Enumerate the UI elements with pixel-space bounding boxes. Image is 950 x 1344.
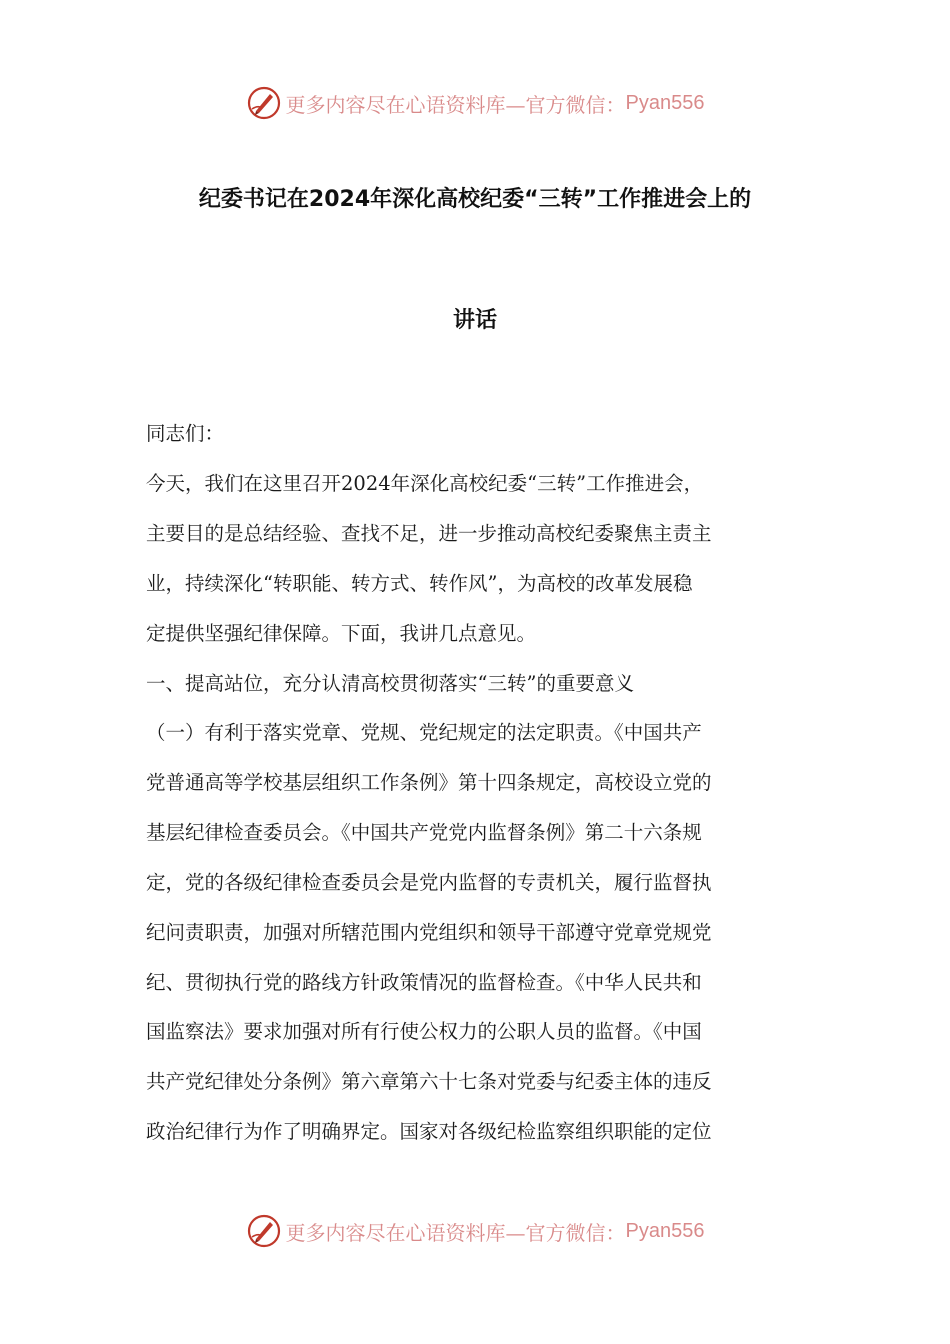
body-line: 主要目的是总结经验、查找不足，进一步推动高校纪委聚焦主责主: [146, 522, 712, 545]
banner-text: 更多内容尽在心语资料库—官方微信：: [285, 1220, 626, 1245]
banner-wechat-id: Pyan556: [625, 91, 705, 114]
body-line: 基层纪律检查委员会。《中国共产党党内监督条例》第二十六条规: [146, 821, 702, 844]
footer-banner: [0, 1208, 950, 1254]
body-line: 国监察法》要求加强对所有行使公权力的公职人员的监督。《中国: [146, 1020, 702, 1043]
body-line: 定提供坚强纪律保障。下面，我讲几点意见。: [146, 622, 537, 645]
header-banner: [0, 80, 950, 126]
pen-logo-icon: [246, 85, 282, 121]
banner-wechat-id: Pyan556: [625, 1219, 705, 1242]
banner-text: 更多内容尽在心语资料库—官方微信：: [285, 92, 626, 117]
document-title-line-1: 纪委书记在2024年深化高校纪委“三转”工作推进会上的: [198, 187, 752, 212]
document-title-line-2: 讲话: [452, 308, 497, 333]
body-line: 纪、贯彻执行党的路线方针政策情况的监督检查。《中华人民共和: [146, 971, 702, 994]
body-line: 党普通高等学校基层组织工作条例》第十四条规定，高校设立党的: [146, 771, 712, 794]
body-line: 今天，我们在这里召开2024年深化高校纪委“三转”工作推进会，: [146, 472, 704, 495]
body-line: 共产党纪律处分条例》第六章第六十七条对党委与纪委主体的违反: [146, 1070, 712, 1093]
pen-logo-icon: [246, 1213, 282, 1249]
body-line: 定，党的各级纪律检查委员会是党内监督的专责机关，履行监督执: [146, 871, 712, 894]
body-line: 政治纪律行为作了明确界定。国家对各级纪检监察组织职能的定位: [146, 1120, 712, 1143]
body-line: 纪问责职责，加强对所辖范围内党组织和领导干部遵守党章党规党: [146, 921, 712, 944]
body-line: 业，持续深化“转职能、转方式、转作风”，为高校的改革发展稳: [146, 572, 693, 595]
body-line: （一）有利于落实党章、党规、党纪规定的法定职责。《中国共产: [146, 721, 702, 744]
section-heading: 一、提高站位，充分认清高校贯彻落实“三转”的重要意义: [146, 672, 634, 695]
body-line: 同志们：: [146, 422, 225, 445]
